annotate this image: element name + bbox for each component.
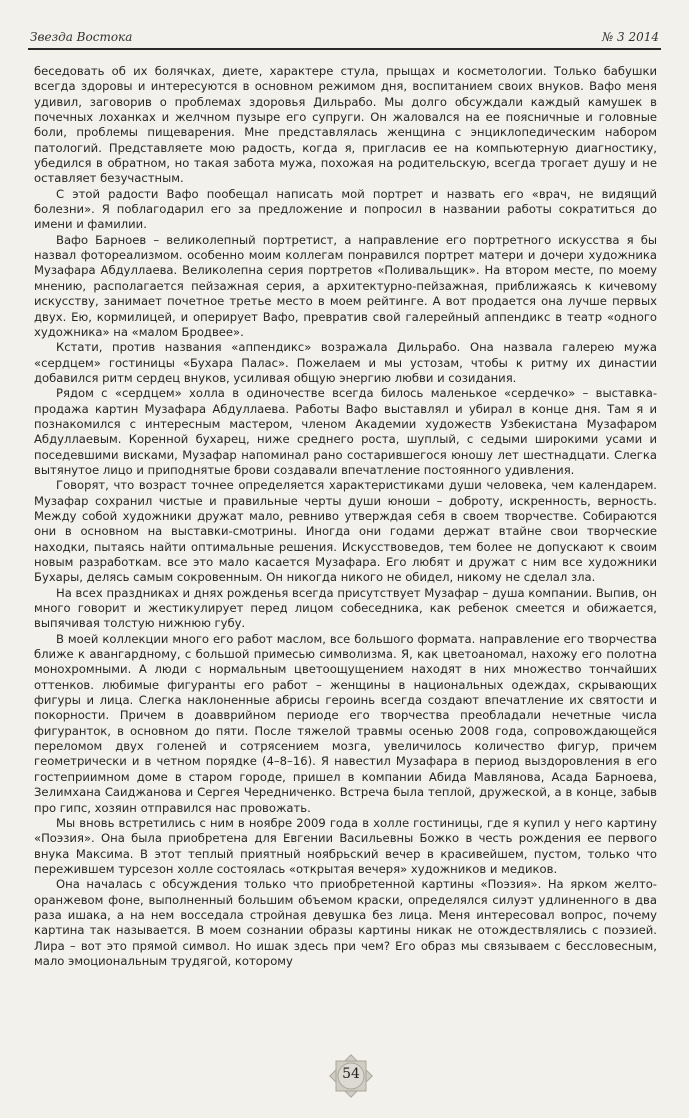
running-header: [28, 30, 661, 50]
paragraph: С этой радости Вафо пообещал написать мой портрет и назвать его «врач, не видящий болезни». Я поблагодарил его за предложение и попросил в названии работы сократиться до имени и фамилии.: [34, 186, 657, 232]
paragraph: Вафо Барноев – великолепный портретист, а направление его портретного искусства я бы назвал фотореализмом. особенно моим коллегам понравился портрет матери и дочери художника Музафара Абдуллаева. Великолепна серия портретов «Поливальщик». На втором месте, по моему мнению, располагается пейзажная серия, а архитектурно-пейзажная, приближаясь к кичевому искусству, занимает почетное третье место в моем рейтинге. А вот продается она лучше первых двух. Ею, кормилицей, и оперирует Вафо, превратив свой галерейный аппендикс в театр «одного художника» на «малом Бродвее».: [34, 232, 657, 339]
paragraph: Говорят, что возраст точнее определяется характеристиками души человека, чем календарем. Музафар сохранил чистые и правильные черты души юноши – доброту, искренность, верность. Между собой художники дружат мало, ревниво утверждая себя в своем творчестве. Собираются они в основном на выставки-смотрины. Иногда они годами держат втайне свои творческие находки, пытаясь найти оптимальные решения. Искусствоведов, тем более не допускают к своим новым разработкам. все это мало касается Музафара. Его любят и дружат с ним все художники Бухары, делясь самым сокровенным. Он никогда никого не обидел, никому не сделал зла.: [34, 478, 657, 585]
page-number: 54: [342, 1066, 360, 1082]
paragraph: беседовать об их болячках, диете, характере стула, прыщах и косметологии. Только бабушки всегда здоровы и интересуются в основном режимом дня, воспитанием своих внуков. Вафо меня удивил, заговорив о проблемах здоровья Дильрабо. Мы долго обсуждали каждый камушек в почечных лоханках и желчном пузыре его супруги. Он жаловался на ее поясничные и головные боли, проблемы пищеварения. Мне представлялась женщина с энциклопедическим набором патологий. Представляете мою радость, когда я, пригласив ее на компьютерную диагностику, убедился в обратном, но такая забота мужа, похожая на родительскую, всегда трогает душу и не оставляет безучастным.: [34, 64, 657, 186]
article-body: [34, 64, 657, 1036]
paragraph: Рядом с «сердцем» холла в одиночестве всегда билось маленькое «сердечко» – выставка-продажа картин Музафара Абдуллаева. Работы Вафо выставлял и убирал в конце дня. Там я и познакомился с интересным мастером, членом Академии художеств Узбекистана Музафаром Абдуллаевым. Коренной бухарец, ниже среднего роста, шуплый, с седыми широкими усами и поседевшими висками, Музафар напоминал рано состарившегося юношу лет шестнадцати. Слегка вытянутое лицо и приподнятые брови создавали впечатление постоянного удивления.: [34, 386, 657, 477]
paragraph: Мы вновь встретились с ним в ноябре 2009 года в холле гостиницы, где я купил у него картину «Поэзия». Она была приобретена для Евгении Васильевны Божко в честь рождения ее первого внука Максима. В этот теплый приятный ноябрьский вечер в красивейшем, пустом, только что пережившем турсезон холле состоялась «открытая вечеря» художников и медиков.: [34, 815, 657, 876]
paragraph: В моей коллекции много его работ маслом, все большого формата. направление его творчества ближе к авангардному, с большой примесью символизма. Я, как цветоаномал, нахожу его полотна монохромными. А люди с нормальным цветоощущением находят в них множество тончайших оттенков. любимые фигуранты его работ – женщины в национальных одеждах, скрывающих фигуры и лица. Слегка наклоненные абрисы героинь всегда создают впечатление их святости и покорности. Причем в доавврийном периоде его творчества преобладали нечетные числа фигуранток, в основном до пяти. После тяжелой травмы осенью 2008 года, сопровождающейся переломом двух голеней и сотрясением мозга, увеличилось количество фигур, причем геометрически и в четном порядке (4–8–16). Я навестил Музафара в период выздоровления в его гостеприимном доме в старом городе, пришел в компании Абида Мавлянова, Асада Барноева, Зелимхана Саиджанова и Сергея Чередниченко. Встреча была теплой, дружеской, а в конце, забыв про гипс, хозяин отправился нас провожать.: [34, 631, 657, 815]
paragraph: На всех праздниках и днях рожденья всегда присутствует Музафар – душа компании. Выпив, он много говорит и жестикулирует перед лицом собеседника, как ребенок смеется и обижается, выпячивая толстую нижнюю губу.: [34, 585, 657, 631]
issue-number: № 3 2014: [601, 30, 659, 44]
journal-title: Звезда Востока: [30, 30, 133, 44]
paragraph: Кстати, против названия «аппендикс» возражала Дильрабо. Она назвала галерею мужа «сердцем» гостиницы «Бухара Палас». Пожелаем и мы устозам, чтобы к ритму их династии добавился ритм сердец внуков, усиливая общую энергию любви и созидания.: [34, 340, 657, 385]
paragraph: Она началась с обсуждения только что приобретенной картины «Поэзия». На ярком желто-оранжевом фоне, выполненный большим объемом краски, определялся силуэт удлиненного в два раза ишака, а на нем восседала стройная девушка без лица. Меня интересовал вопрос, почему картина так называется. В моем сознании образы картины никак не отождествлялись с поэзией. Лира – вот это прямой символ. Но ишак здесь при чем? Его образ мы связываем с бессловесным, мало эмоциональным трудягой, которому: [34, 877, 657, 968]
page-number-badge: [325, 1050, 377, 1102]
